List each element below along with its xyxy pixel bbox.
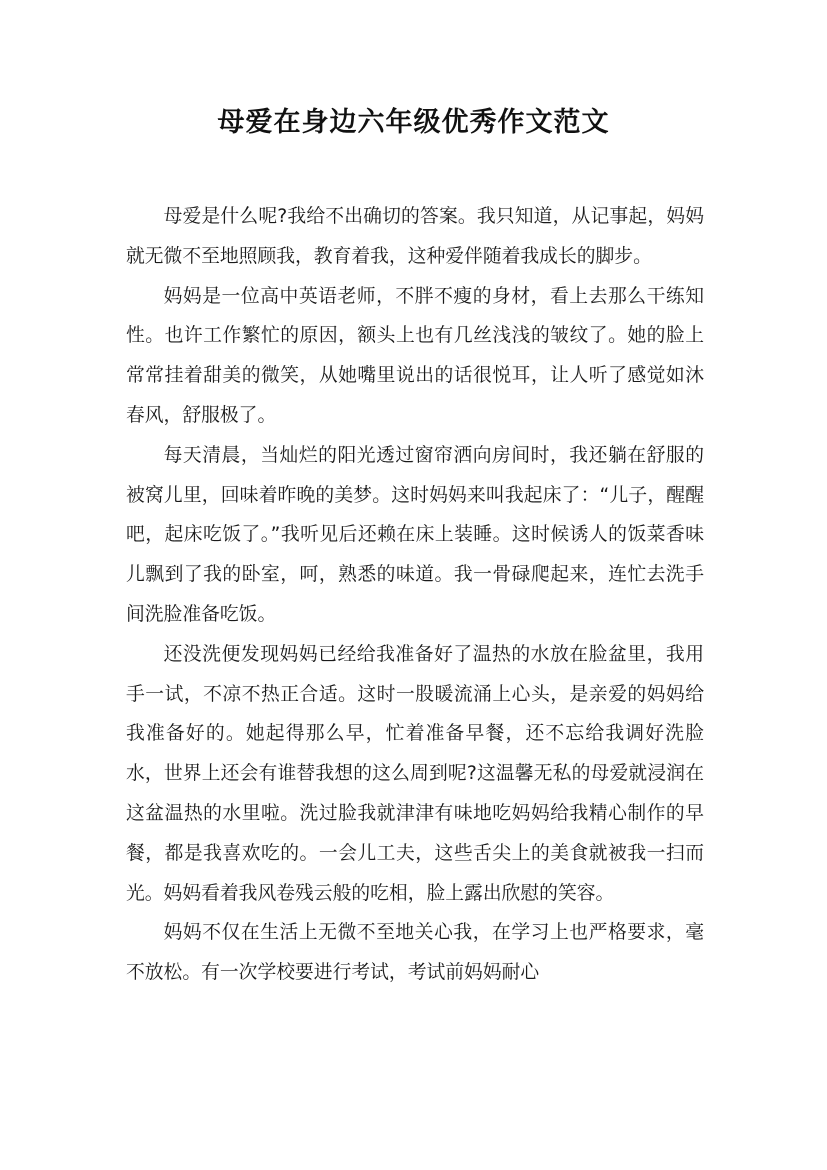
paragraph-4: 还没洗便发现妈妈已经给我准备好了温热的水放在脸盆里，我用手一试，不凉不热正合适。这时一股暖流涌上心头，是亲爱的妈妈给我准备好的。她起得那么早，忙着准备早餐，还不忘给我调好洗脸水，世界上还会有谁替我想的这么周到呢?这温馨无私的母爱就浸润在这盆温热的水里啦。洗过脸我就津津有味地吃妈妈给我精心制作的早餐，都是我喜欢吃的。一会儿工夫，这些舌尖上的美食就被我一扫而光。妈妈看着我风卷残云般的吃相，脸上露出欣慰的笑容。 — [126, 643, 704, 904]
document-body — [126, 197, 704, 993]
paragraph-1: 母爱是什么呢?我给不出确切的答案。我只知道，从记事起，妈妈就无微不至地照顾我，教育着我，这种爱伴随着我成长的脚步。 — [126, 206, 704, 267]
paragraph-3: 每天清晨，当灿烂的阳光透过窗帘洒向房间时，我还躺在舒服的被窝儿里，回味着昨晚的美梦。这时妈妈来叫我起床了：“儿子，醒醒吧，起床吃饭了。”我听见后还赖在床上装睡。这时候诱人的饭菜香味儿飘到了我的卧室，呵，熟悉的味道。我一骨碌爬起来，连忙去洗手间洗脸准备吃饭。 — [126, 444, 704, 625]
paragraph-2: 妈妈是一位高中英语老师，不胖不瘦的身材，看上去那么干练知性。也许工作繁忙的原因，额头上也有几丝浅浅的皱纹了。她的脸上常常挂着甜美的微笑，从她嘴里说出的话很悦耳，让人听了感觉如沐春风，舒服极了。 — [126, 285, 704, 426]
document-title: 母爱在身边六年级优秀作文范文 — [217, 107, 610, 138]
paragraph-5: 妈妈不仅在生活上无微不至地关心我，在学习上也严格要求，毫不放松。有一次学校要进行考试，考试前妈妈耐心 — [126, 922, 704, 984]
